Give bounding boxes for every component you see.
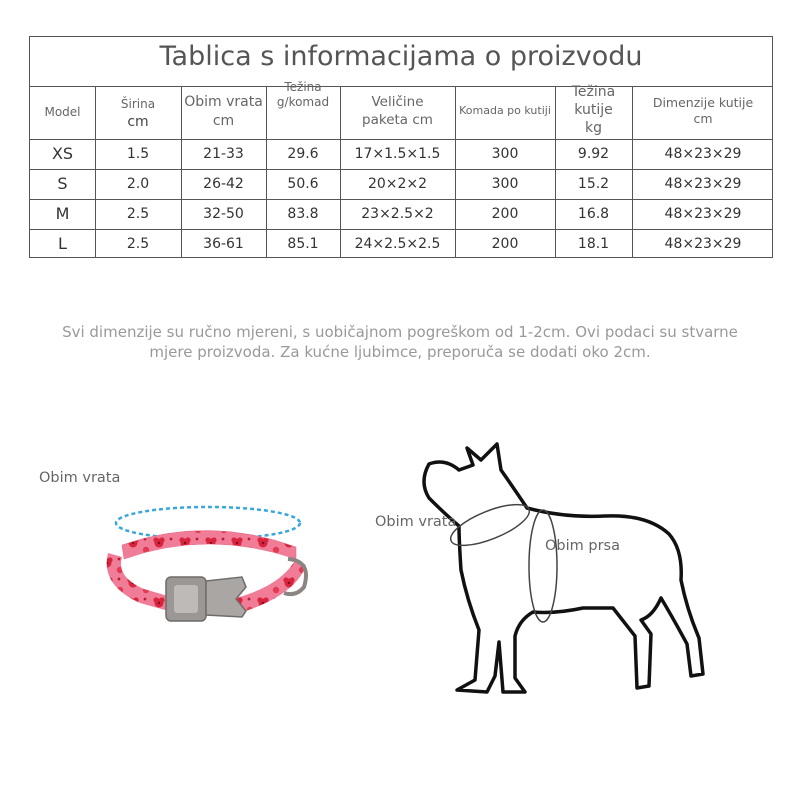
cell-package: 17×1.5×1.5	[354, 146, 441, 162]
cell-model: XS	[51, 144, 74, 163]
cell-width: 2.5	[126, 206, 150, 222]
header-label: Komada po kutiji	[459, 104, 551, 117]
header-label: Širina	[120, 97, 156, 111]
chest-measure-ellipse	[529, 510, 557, 622]
cell-package: 23×2.5×2	[361, 206, 434, 222]
header-package	[340, 93, 455, 129]
header-label: Veličine	[371, 94, 424, 110]
cell-package: 20×2×2	[367, 176, 428, 192]
measurement-note	[20, 322, 780, 362]
cell-weight: 50.6	[287, 176, 319, 192]
header-unit: paketa cm	[362, 112, 433, 128]
cell-weight: 83.8	[287, 206, 319, 222]
note-line: mjere proizvoda. Za kućne ljubimce, preporuča se dodati oko 2cm.	[149, 343, 651, 361]
header-unit: kutije	[574, 102, 613, 118]
header-width	[95, 95, 181, 131]
cell-box-dim: 48×23×29	[664, 206, 742, 222]
buckle-face	[174, 585, 198, 613]
header-model	[30, 105, 95, 120]
header-box-weight	[555, 83, 632, 137]
cell-neck: 32-50	[203, 206, 244, 222]
header-neck	[181, 93, 266, 131]
dog-chest-label: Obim prsa	[545, 538, 620, 554]
cell-neck: 36-61	[203, 236, 244, 252]
header-unit: g/komad	[276, 95, 330, 109]
header-label: Obim vrata	[184, 94, 263, 110]
collar-illustration	[100, 495, 320, 635]
cell-box-weight: 15.2	[577, 176, 610, 192]
cell-model: S	[57, 174, 68, 193]
cell-pieces: 200	[491, 206, 519, 222]
cell-neck: 26-42	[203, 176, 244, 192]
cell-pieces: 300	[491, 146, 519, 162]
header-unit: kg	[585, 120, 602, 136]
cell-weight: 85.1	[287, 236, 319, 252]
cell-box-weight: 9.92	[577, 146, 610, 162]
dog-outline	[424, 444, 703, 692]
cell-pieces: 300	[491, 176, 519, 192]
header-label: Težina	[571, 84, 616, 100]
dog-illustration	[415, 430, 715, 700]
cell-width: 2.0	[126, 176, 150, 192]
header-weight	[266, 80, 340, 110]
cell-box-weight: 18.1	[577, 236, 610, 252]
header-unit: cm	[693, 111, 713, 126]
product-info-table	[29, 36, 773, 258]
cell-package: 24×2.5×2.5	[354, 236, 441, 252]
header-label: Dimenzije kutije	[652, 95, 754, 110]
cell-width: 2.5	[126, 236, 150, 252]
cell-weight: 29.6	[287, 146, 319, 162]
cell-box-dim: 48×23×29	[664, 176, 742, 192]
header-box-dim	[632, 95, 774, 127]
collar-neck-label: Obim vrata	[39, 470, 121, 486]
table-title: Tablica s informacijama o proizvodu	[30, 37, 772, 87]
dog-neck-label: Obim vrata	[375, 514, 457, 530]
header-pieces	[455, 103, 555, 118]
cell-model: M	[55, 204, 70, 223]
cell-box-dim: 48×23×29	[664, 236, 742, 252]
cell-model: L	[58, 234, 67, 253]
cell-pieces: 200	[491, 236, 519, 252]
cell-box-weight: 16.8	[577, 206, 610, 222]
cell-box-dim: 48×23×29	[664, 146, 742, 162]
header-unit: cm	[212, 113, 235, 129]
header-label: Model	[44, 105, 81, 119]
note-line: Svi dimenzije su ručno mjereni, s uobičajnom pogreškom od 1-2cm. Ovi podaci su stvarne	[62, 323, 738, 341]
header-unit: cm	[127, 114, 149, 130]
cell-neck: 21-33	[203, 146, 244, 162]
header-label: Težina	[284, 80, 322, 94]
cell-width: 1.5	[126, 146, 150, 162]
